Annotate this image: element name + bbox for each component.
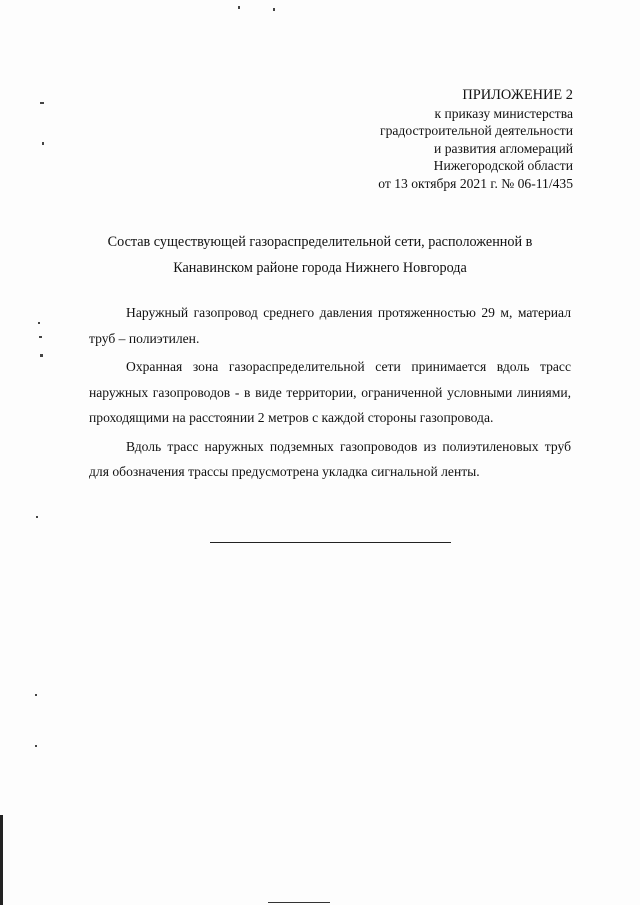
scan-speck <box>273 8 275 11</box>
scan-speck <box>40 102 44 104</box>
scan-edge-shadow <box>0 815 3 905</box>
scan-speck <box>238 6 240 9</box>
paragraph-signal-tape: Вдоль трасс наружных подземных газопроводов из полиэтиленовых труб для обозначения трассы предусмотрена укладка сигнальной ленты. <box>89 438 571 479</box>
appendix-header <box>378 87 573 193</box>
scan-speck <box>36 516 38 518</box>
scan-speck <box>39 336 42 338</box>
appendix-line-order: к приказу министерства <box>434 105 573 121</box>
appendix-number: ПРИЛОЖЕНИЕ 2 <box>462 87 573 103</box>
paragraph-protection-zone: Охранная зона газораспределительной сети принимается вдоль трасс наружных газопроводов - в виде территории, ограниченной условными линиями, проходящими на расстоянии 2 метров с каждой стороны газопровода. <box>89 359 571 425</box>
bottom-edge-line <box>268 902 330 903</box>
paragraph-pipeline: Наружный газопровод среднего давления протяженностью 29 м, материал труб – полиэтилен. <box>89 305 571 346</box>
document-title <box>60 229 580 281</box>
title-line-1: Состав существующей газораспределительной сети, расположенной в <box>107 234 533 250</box>
title-line-2: Канавинском районе города Нижнего Новгорода <box>173 260 467 276</box>
document-body <box>89 300 571 488</box>
appendix-line-ministry: градостроительной деятельности <box>380 123 573 139</box>
scan-speck <box>42 142 44 145</box>
appendix-line-agglomerations: и развития агломераций <box>434 140 573 156</box>
scan-speck <box>35 745 37 747</box>
appendix-line-date-number: от 13 октября 2021 г. № 06-11/435 <box>378 175 573 191</box>
separator-line <box>210 542 451 543</box>
appendix-line-region: Нижегородской области <box>433 158 573 174</box>
scan-speck <box>35 694 37 696</box>
scan-speck <box>40 354 43 357</box>
scan-speck <box>38 322 40 324</box>
